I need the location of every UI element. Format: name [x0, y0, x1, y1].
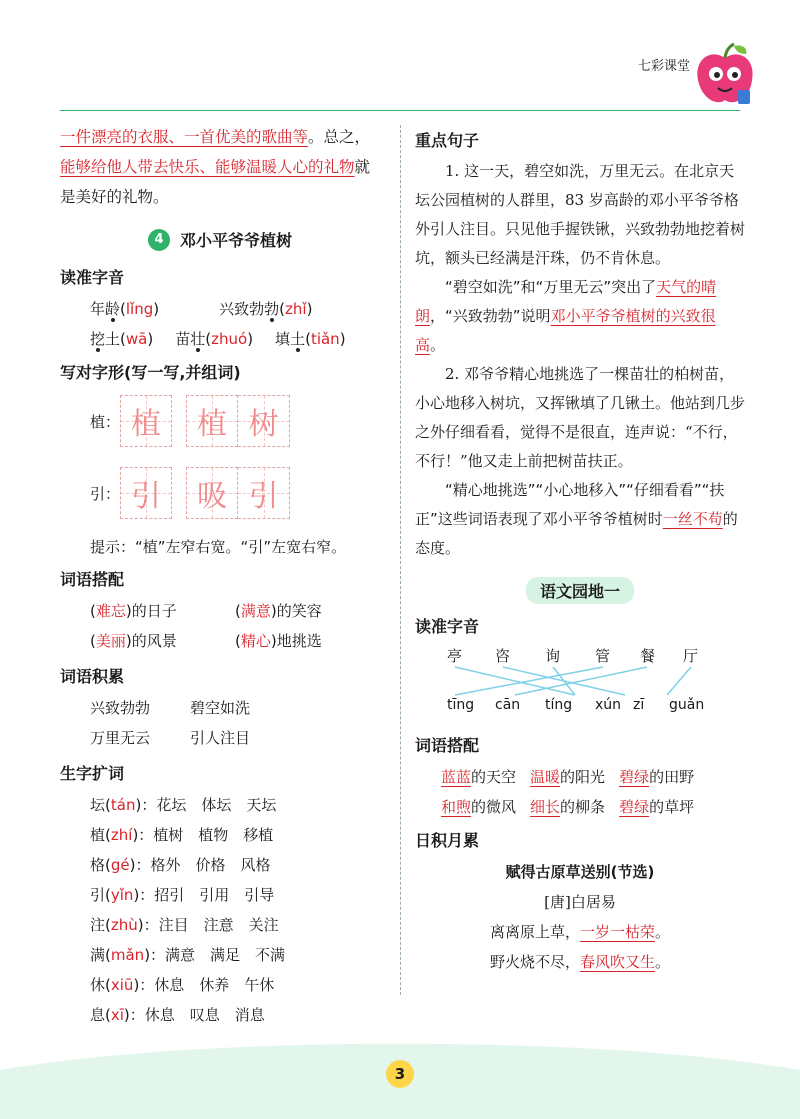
expand-words: 注目 注意 关注 [158, 916, 279, 934]
collocation-text: 的日子 [131, 602, 177, 620]
writing-cell [186, 467, 238, 519]
collocation-row-1 [60, 596, 380, 626]
analysis-text: “碧空如洗”和“万里无云”突出了 [445, 278, 657, 296]
apple-mascot-icon [690, 40, 760, 110]
expand-row: 引(yǐn)：招引 引用 引导 [90, 886, 275, 904]
pronounce-row-2: 挖土(wā) 苗壮(zhuó) 填土(tiǎn) [90, 330, 346, 348]
match-char: 厅 [683, 647, 699, 665]
writing-cell [186, 395, 238, 447]
write-row-zhi [60, 389, 380, 453]
pronounce-pinyin: tiǎn [310, 330, 340, 348]
analysis-answer: 一丝不苟 [662, 510, 723, 528]
pronounce-row-1: 年龄(lǐng) 兴致勃勃(zhǐ) [90, 300, 313, 318]
expand-char: 注 [90, 916, 106, 934]
expand-row: 满(mǎn)：满意 满足 不满 [90, 946, 286, 964]
collocation-answer: 和煦 [441, 798, 472, 816]
lesson-heading [60, 228, 380, 251]
expand-words: 休息 叹息 消息 [144, 1006, 265, 1024]
key-analysis-1 [415, 273, 745, 360]
header-rule [60, 110, 740, 111]
writing-cell [238, 467, 290, 519]
pronounce-text: 年 [90, 300, 106, 318]
accumulate-word: 兴致勃勃 [90, 699, 151, 717]
section-heading-accumulate: 词语积累 [60, 667, 125, 686]
garden-title: 语文园地一 [526, 577, 634, 604]
writing-char: 植 [131, 407, 161, 442]
accumulate-row-1 [60, 693, 380, 723]
intro-answer-1: 一件漂亮的衣服、一首优美的歌曲等 [60, 128, 309, 146]
analysis-answer: 天气的晴朗 [415, 278, 717, 325]
collocation-answer: 满意 [240, 602, 271, 620]
collocation-text: 的田野 [649, 768, 695, 786]
expand-pinyin: zhù [110, 916, 138, 934]
writing-char: 引 [248, 479, 279, 514]
match-pinyin: guǎn [669, 697, 705, 713]
pronounce-char: 挖 [90, 330, 106, 348]
collocation-item: (精心)地挑选 [235, 632, 322, 650]
expand-row: 坛(tán)：花坛 体坛 天坛 [90, 796, 277, 814]
collocation-answer: 细长 [530, 798, 561, 816]
expand-char: 格 [90, 856, 106, 874]
collocation-item: (美丽)的风景 [90, 632, 177, 650]
match-char: 询 [545, 647, 561, 665]
pronounce-char: 土 [290, 330, 306, 348]
poem-title: 赋得古原草送别(节选) [505, 863, 655, 881]
expand-words: 招引 引用 引导 [154, 886, 275, 904]
match-pinyin: xún [595, 697, 622, 713]
write-label: 植： [90, 412, 121, 431]
expand-words: 满意 满足 不满 [165, 946, 286, 964]
intro-text-1: 。总之， [308, 128, 371, 146]
section-heading-garden-pronounce: 读准字音 [415, 617, 480, 636]
pronounce-char: 勃 [264, 300, 280, 318]
match-pinyin: zī [633, 697, 645, 713]
expand-row: 植(zhí)：植树 植物 移植 [90, 826, 274, 844]
expand-words: 格外 价格 风格 [150, 856, 271, 874]
match-char: 管 [595, 647, 611, 665]
collocation-text: 的柳条 [560, 798, 606, 816]
analysis-text: “精心地挑选”“小心地移入”“仔细看看”“扶正”这些词语表现了邓小平爷爷植树时 [415, 481, 725, 528]
writing-cell [120, 467, 172, 519]
poem-answer: 一岁一枯荣 [579, 923, 655, 941]
expand-words: 休息 休养 午休 [154, 976, 275, 994]
section-heading-daily: 日积月累 [415, 831, 480, 850]
collocation-text: 的风景 [131, 632, 177, 650]
expand-row: 息(xī)：休息 叹息 消息 [90, 1006, 265, 1024]
collocation-item: (难忘)的日子 [90, 602, 177, 620]
page-number: 3 [386, 1060, 414, 1088]
collocation-answer: 碧绿 [619, 798, 650, 816]
writing-char: 引 [131, 479, 161, 514]
poem-text: 。 [655, 923, 671, 941]
lesson-title: 邓小平爷爷植树 [179, 231, 292, 250]
poem-author: [唐]白居易 [544, 893, 616, 911]
expand-pinyin: xiū [110, 976, 134, 994]
header-title: 七彩课堂 [638, 59, 691, 74]
collocation-text: 的微风 [471, 798, 517, 816]
left-column [60, 122, 380, 1030]
collocation-answer: 精心 [240, 632, 271, 650]
key-sentence-1: 1. 这一天，碧空如洗，万里无云。在北京天坛公园植树的人群里，83 岁高龄的邓小平爷爷格外引人注目。只见他手握铁锹，兴致勃勃地挖着树坑，额头已经满是汗珠，仍不肯休息。 [415, 162, 746, 267]
poem-line-1 [415, 917, 745, 947]
writing-char: 植 [197, 407, 227, 442]
expand-pinyin: xī [110, 1006, 124, 1024]
poem-text: 离离原上草， [489, 923, 580, 941]
garden-collocation-row-2 [415, 792, 745, 822]
expand-row: 格(gé)：格外 价格 风格 [90, 856, 271, 874]
match-pinyin: tíng [545, 697, 573, 713]
analysis-text: 的态度。 [415, 510, 738, 557]
expand-pinyin: gé [110, 856, 130, 874]
garden-heading [415, 577, 745, 604]
section-heading-collocation: 词语搭配 [60, 570, 125, 589]
pronounce-pinyin: wā [125, 330, 148, 348]
write-row-yin [60, 461, 380, 525]
expand-char: 满 [90, 946, 106, 964]
expand-row: 休(xiū)：休息 休养 午休 [90, 976, 275, 994]
expand-pinyin: zhí [110, 826, 133, 844]
match-char: 亭 [447, 647, 463, 665]
collocation-text: 的天空 [471, 768, 517, 786]
pronounce-text: 填 [275, 330, 291, 348]
right-column [415, 122, 745, 977]
pronounce-pinyin: zhuó [211, 330, 248, 348]
intro-text-2: 就是美好的礼物。 [60, 158, 371, 206]
collocation-text: 地挑选 [276, 632, 322, 650]
analysis-answer: 邓小平爷爷植树的兴致很高 [415, 307, 716, 354]
section-heading-key-sentences: 重点句子 [415, 131, 480, 150]
pronounce-text: 土 [105, 330, 121, 348]
key-sentence-2: 2. 邓爷爷精心地挑选了一棵苗壮的柏树苗，小心地移入树坑，又挥锹填了几锹土。他站到几步之外仔细看看，觉得不是很直，连声说：“不行，不行！”他又走上前把树苗扶正。 [415, 365, 746, 470]
expand-row: 注(zhù)：注目 注意 关注 [90, 916, 279, 934]
accumulate-word: 碧空如洗 [190, 699, 251, 717]
expand-char: 引 [90, 886, 106, 904]
pronounce-pinyin: lǐng [125, 300, 154, 318]
match-char: 咨 [495, 647, 511, 665]
write-tip: 提示：“植”左窄右宽。“引”左宽右窄。 [90, 538, 347, 556]
poem-text: 野火烧不尽， [489, 953, 580, 971]
collocation-text: 的笑容 [276, 602, 322, 620]
expand-char: 坛 [90, 796, 106, 814]
poem-line-2 [415, 947, 745, 977]
expand-char: 息 [90, 1006, 106, 1024]
garden-collocation-row-1 [415, 762, 745, 792]
pronounce-text: 兴致勃 [219, 300, 265, 318]
expand-pinyin: tán [110, 796, 136, 814]
expand-char: 休 [90, 976, 106, 994]
pronounce-char: 壮 [190, 330, 206, 348]
write-label: 引： [90, 484, 121, 503]
pronounce-text: 苗 [175, 330, 191, 348]
section-heading-pronounce: 读准字音 [60, 268, 125, 287]
expand-words: 花坛 体坛 天坛 [156, 796, 277, 814]
expand-list [60, 790, 380, 1030]
collocation-text: 的阳光 [560, 768, 606, 786]
poem-text: 。 [655, 953, 671, 971]
collocation-text: 的草坪 [649, 798, 695, 816]
writing-char: 树 [248, 407, 279, 442]
writing-cell [120, 395, 172, 447]
lesson-number-badge: 4 [148, 229, 170, 251]
poem-answer: 春风吹又生 [579, 953, 655, 971]
match-pinyin: tīng [447, 697, 475, 713]
pronounce-pinyin: zhǐ [285, 300, 307, 318]
accumulate-word: 引人注目 [190, 729, 251, 747]
accumulate-row-2 [60, 723, 380, 753]
analysis-text: ，“兴致勃勃”说明 [430, 307, 551, 325]
column-divider [400, 125, 401, 995]
writing-char: 吸 [197, 479, 227, 514]
pinyin-match-exercise [415, 643, 745, 727]
key-analysis-2 [415, 476, 745, 563]
intro-paragraph [60, 122, 380, 212]
match-char: 餐 [640, 647, 656, 665]
writing-cell [238, 395, 290, 447]
expand-pinyin: yǐn [110, 886, 134, 904]
collocation-item: (满意)的笑容 [235, 602, 322, 620]
expand-words: 植树 植物 移植 [153, 826, 274, 844]
match-line [667, 667, 691, 695]
match-pinyin: cān [495, 697, 521, 713]
collocation-answer: 美丽 [95, 632, 126, 650]
section-heading-write: 写对字形(写一写,并组词) [60, 363, 241, 382]
collocation-row-2 [60, 626, 380, 656]
collocation-answer: 难忘 [95, 602, 126, 620]
expand-char: 植 [90, 826, 106, 844]
collocation-answer: 蓝蓝 [441, 768, 472, 786]
accumulate-word: 万里无云 [90, 729, 151, 747]
analysis-text: 。 [430, 336, 446, 354]
intro-answer-2: 能够给他人带去快乐、能够温暖人心的礼物 [60, 158, 355, 176]
writing-word [186, 467, 290, 519]
section-heading-expand: 生字扩词 [60, 764, 125, 783]
pronounce-char: 龄 [105, 300, 121, 318]
writing-word [186, 395, 290, 447]
collocation-answer: 碧绿 [619, 768, 650, 786]
section-heading-garden-collocation: 词语搭配 [415, 736, 480, 755]
expand-pinyin: mǎn [110, 946, 145, 964]
collocation-answer: 温暖 [530, 768, 561, 786]
